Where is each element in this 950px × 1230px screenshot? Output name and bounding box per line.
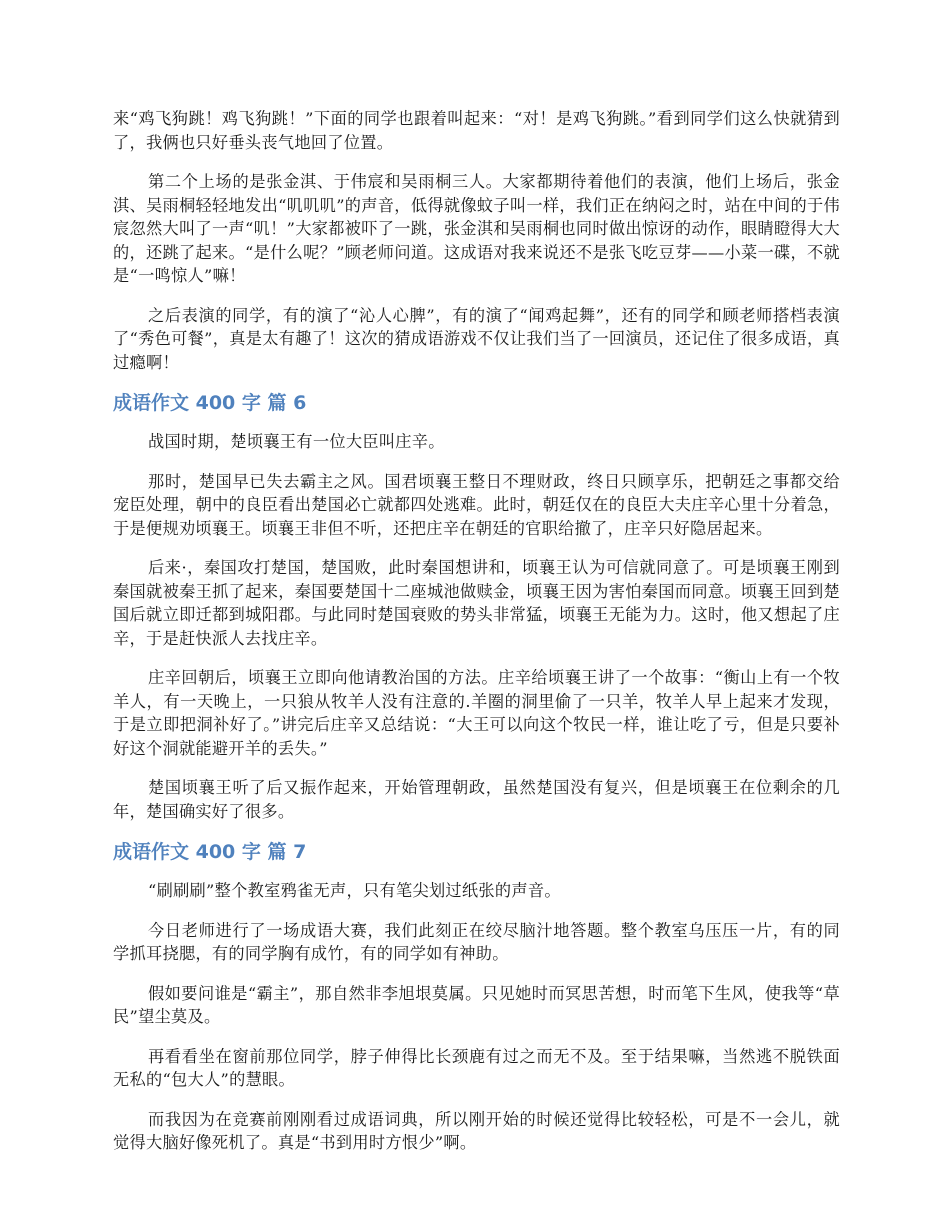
section-heading: 成语作文 400 字 篇 6 <box>113 392 307 414</box>
paragraph: 战国时期，楚顷襄王有一位大臣叫庄辛。 <box>148 432 445 451</box>
paragraph: 而我因为在竞赛前刚刚看过成语词典，所以刚开始的时候还觉得比较轻松，可是不一会儿，就觉得大脑好像死机了。真是“书到用时方恨少”啊。 <box>113 1109 840 1152</box>
paragraph: 再看看坐在窗前那位同学，脖子伸得比长颈鹿有过之而无不及。至于结果嘛，当然逃不脱铁面无私的“包大人”的慧眼。 <box>113 1046 840 1089</box>
paragraph: 庄辛回朝后，顷襄王立即向他请教治国的方法。庄辛给顷襄王讲了一个故事：“衡山上有一个牧羊人，有一天晚上，一只狼从牧羊人没有注意的.羊圈的洞里偷了一只羊，牧羊人早上起来才发现，于是立即把洞补好了。”讲完后庄辛又总结说：“大王可以向这个牧民一样，谁让吃了亏，但是只要补好这个洞就能避开羊的丢失。” <box>113 668 840 758</box>
document-page <box>113 107 840 1171</box>
paragraph: 假如要问谁是“霸主”，那自然非李旭垠莫属。只见她时而冥思苦想，时而笔下生风，使我等“草民”望尘莫及。 <box>113 983 840 1026</box>
paragraph: 后来·，秦国攻打楚国，楚国败，此时秦国想讲和，顷襄王认为可信就同意了。可是顷襄王刚到秦国就被秦王抓了起来，秦国要楚国十二座城池做赎金，顷襄王因为害怕秦国而同意。顷襄王回到楚国后就立即迁都到城阳郡。与此同时楚国衰败的势头非常猛，顷襄王无能为力。这时，他又想起了庄辛，于是赶快派人去找庄辛。 <box>113 558 840 648</box>
paragraph: 那时，楚国早已失去霸主之风。国君顷襄王整日不理财政，终日只顾享乐，把朝廷之事都交给宠臣处理，朝中的良臣看出楚国必亡就都四处逃难。此时，朝廷仅在的良臣大夫庄辛心里十分着急，于是便规劝顷襄王。顷襄王非但不听，还把庄辛在朝廷的官职给撤了，庄辛只好隐居起来。 <box>113 471 840 538</box>
paragraph: “刷刷刷”整个教室鸦雀无声，只有笔尖划过纸张的声音。 <box>148 881 561 900</box>
section-heading: 成语作文 400 字 篇 7 <box>113 841 307 863</box>
paragraph: 第二个上场的是张金淇、于伟宸和吴雨桐三人。大家都期待着他们的表演，他们上场后，张金淇、吴雨桐轻轻地发出“叽叽叽”的声音，低得就像蚊子叫一样，我们正在纳闷之时，站在中间的于伟宸忽然大叫了一声“叽！”大家都被吓了一跳，张金淇和吴雨桐也同时做出惊讶的动作，眼睛瞪得大大的，还跳了起来。“是什么呢？”顾老师问道。这成语对我来说还不是张飞吃豆芽——小菜一碟，不就是“一鸣惊人”嘛！ <box>113 172 840 285</box>
paragraph: 楚国顷襄王听了后又振作起来，开始管理朝政，虽然楚国没有复兴，但是顷襄王在位剩余的几年，楚国确实好了很多。 <box>113 778 840 821</box>
paragraph: 来“鸡飞狗跳！鸡飞狗跳！”下面的同学也跟着叫起来：“对！是鸡飞狗跳。”看到同学们这么快就猜到了，我俩也只好垂头丧气地回了位置。 <box>113 109 840 152</box>
paragraph: 今日老师进行了一场成语大赛，我们此刻正在绞尽脑汁地答题。整个教室乌压压一片，有的同学抓耳挠腮，有的同学胸有成竹，有的同学如有神助。 <box>113 920 840 963</box>
paragraph: 之后表演的同学，有的演了“沁人心脾”，有的演了“闻鸡起舞”，还有的同学和顾老师搭档表演了“秀色可餐”，真是太有趣了！这次的猜成语游戏不仅让我们当了一回演员，还记住了很多成语，真过瘾啊！ <box>113 305 840 372</box>
